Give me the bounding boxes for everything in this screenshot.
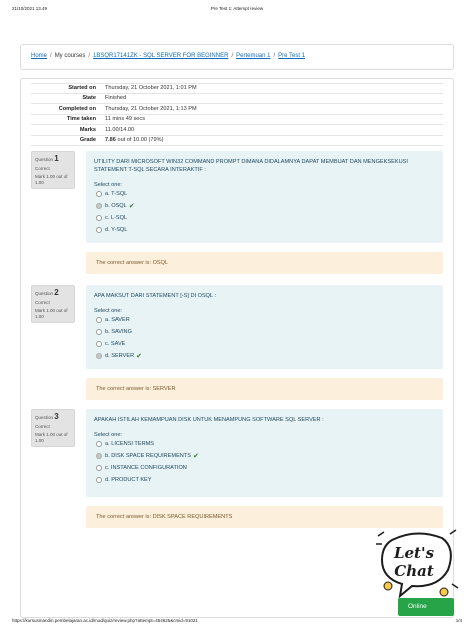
select-one-prompt: Select one: xyxy=(94,432,122,438)
breadcrumb-my-courses: My courses xyxy=(54,53,86,59)
question-state: Correct xyxy=(35,424,50,429)
answer-option-b[interactable]: b. SAVING xyxy=(96,326,435,338)
answer-option-d[interactable]: d. SERVER ✔ xyxy=(96,350,435,362)
question-formulation xyxy=(86,151,443,243)
attempt-summary-table xyxy=(31,83,443,146)
breadcrumb-separator: / xyxy=(273,53,276,59)
grade-rest: out of 10.00 (79%) xyxy=(117,137,164,144)
radio-button[interactable] xyxy=(96,317,102,323)
question-number: Question 1 xyxy=(35,154,59,163)
breadcrumb-course[interactable]: 1BSQR17141ZK - SQL SERVER FOR BEGINNER xyxy=(93,53,229,59)
summary-label: Completed on xyxy=(58,105,96,112)
question-text: UTILITY DARI MICROSOFT WIN32 COMMAND PROMPT DIMANA DIDALAMNYA DAPAT MEMBUAT DAN MENGEKSEKUSI STATEMENT T-SQL SECARA INTERAKTIF : xyxy=(94,159,408,173)
correct-check-icon: ✔ xyxy=(136,352,142,360)
summary-row-marks xyxy=(31,125,443,136)
select-one-prompt: Select one: xyxy=(94,182,122,188)
summary-row-started-on xyxy=(31,83,443,94)
question-mark: Mark 1.00 out of 1.00 xyxy=(35,174,68,185)
answer-feedback: The correct answer is: DISK SPACE REQUIREMENTS xyxy=(86,506,443,528)
summary-value: Thursday, 21 October 2021, 1:01 PM xyxy=(105,85,197,92)
answer-option-d[interactable]: d. Y-SQL xyxy=(96,224,435,236)
chat-online-button[interactable]: Online xyxy=(398,598,454,616)
summary-row-state xyxy=(31,94,443,105)
answer-option-a[interactable]: a. T-SQL xyxy=(96,188,435,200)
breadcrumb-card xyxy=(20,44,454,70)
grade-score: 7.86 xyxy=(105,137,116,144)
answer-feedback: The correct answer is: SERVER xyxy=(86,378,443,400)
breadcrumb-quiz[interactable]: Pre Test 1 xyxy=(278,53,306,59)
summary-value: 11.00/14.00 xyxy=(105,126,135,133)
summary-value: 11 mins 49 secs xyxy=(105,116,146,123)
question-number: Question 2 xyxy=(35,288,59,297)
question-state: Correct xyxy=(35,166,50,171)
answer-option-c[interactable]: c. INSTANCE CONFIGURATION xyxy=(96,462,435,474)
radio-button-selected[interactable] xyxy=(96,353,102,359)
answer-option-b[interactable]: b. OSQL ✔ xyxy=(96,200,435,212)
breadcrumb-separator: / xyxy=(88,53,91,59)
radio-button-selected[interactable] xyxy=(96,203,102,209)
question-info xyxy=(31,285,75,323)
question-text: APAKAH ISTILAH KEMAMPUAN DISK UNTUK MENAMPUNG SOFTWARE SQL SERVER : xyxy=(94,417,324,423)
breadcrumb-section[interactable]: Pertemuan 1 xyxy=(236,53,271,59)
breadcrumb-home[interactable]: Home xyxy=(31,53,48,59)
print-date: 21/10/2021 13.49 xyxy=(12,6,48,11)
question-info xyxy=(31,151,75,189)
correct-check-icon: ✔ xyxy=(128,202,135,210)
print-title: Pre Test 1: Attempt review xyxy=(210,6,264,11)
answer-option-a[interactable]: a. SAVER xyxy=(96,314,435,326)
logo-text-chat: Chat xyxy=(394,562,434,580)
radio-button[interactable] xyxy=(96,215,102,221)
correct-check-icon: ✔ xyxy=(193,452,199,460)
breadcrumb-separator: / xyxy=(231,53,234,59)
print-url: https://kursusmandiri.pembelajaran.ac.id/mod/quiz/review.php?attempt=454625&cmid=91021 xyxy=(12,618,198,623)
print-header xyxy=(0,6,474,16)
summary-row-grade xyxy=(31,136,443,147)
answer-feedback: The correct answer is: OSQL xyxy=(86,252,443,274)
summary-value: Finished xyxy=(105,95,127,102)
summary-row-completed-on xyxy=(31,104,443,115)
logo-text-lets: Let's xyxy=(393,544,435,562)
answer-option-c[interactable]: c. L-SQL xyxy=(96,212,435,224)
radio-button[interactable] xyxy=(96,341,102,347)
summary-row-time-taken xyxy=(31,115,443,126)
select-one-prompt: Select one: xyxy=(94,308,122,314)
summary-label: Time taken xyxy=(66,116,96,123)
print-page-number: 1/4 xyxy=(455,618,462,623)
question-text: APA MAKSUT DARI STATEMENT [-S] DI OSQL : xyxy=(94,293,217,299)
summary-value xyxy=(101,137,163,143)
radio-button[interactable] xyxy=(96,329,102,335)
radio-button[interactable] xyxy=(96,227,102,233)
radio-button[interactable] xyxy=(96,191,102,197)
question-mark: Mark 1.00 out of 1.00 xyxy=(35,432,68,443)
answer-option-d[interactable]: d. PRODUCT KEY xyxy=(96,474,435,486)
radio-button[interactable] xyxy=(96,441,102,447)
answer-option-b[interactable]: b. DISK SPACE REQUIREMENTS ✔ xyxy=(96,450,435,462)
radio-button[interactable] xyxy=(96,465,102,471)
question-mark: Mark 1.00 out of 1.00 xyxy=(35,308,68,319)
summary-value: Thursday, 21 October 2021, 1:13 PM xyxy=(105,105,197,112)
breadcrumb-separator: / xyxy=(50,53,52,59)
question-info xyxy=(31,409,75,447)
question-formulation xyxy=(86,409,443,497)
question-state: Correct xyxy=(35,300,50,305)
summary-label: State xyxy=(82,95,96,102)
summary-label: Grade xyxy=(79,137,96,144)
radio-button-selected[interactable] xyxy=(96,453,102,459)
question-number: Question 3 xyxy=(35,412,59,421)
summary-label: Marks xyxy=(79,126,96,133)
question-formulation xyxy=(86,285,443,369)
answer-option-a[interactable]: a. LICENSI TERMS xyxy=(96,438,435,450)
answer-option-c[interactable]: c. SAVE xyxy=(96,338,435,350)
lets-chat-logo[interactable] xyxy=(372,526,460,604)
print-footer xyxy=(0,618,474,628)
radio-button[interactable] xyxy=(96,477,102,483)
summary-label: Started on xyxy=(68,85,96,92)
breadcrumb xyxy=(31,53,305,59)
